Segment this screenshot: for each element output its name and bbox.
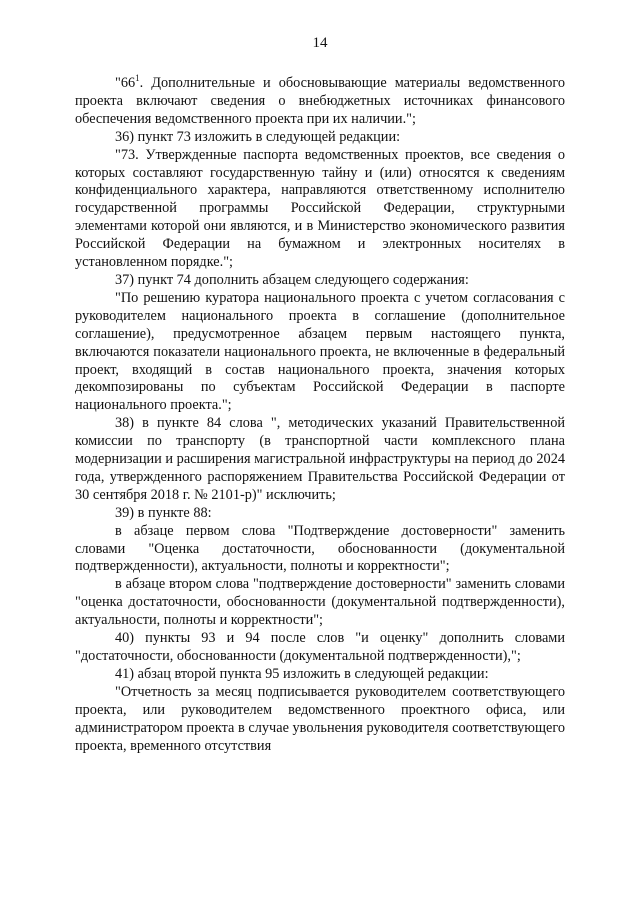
paragraph-item-37: 37) пункт 74 дополнить абзацем следующего содержания: [115, 271, 469, 288]
paragraph-88-second: в абзаце втором слова "подтверждение достоверности" заменить словами "оценка достаточности, обоснованности (документальной подтвержденности), актуальности, полноты и корректности"; [75, 576, 565, 629]
paragraph-item-39: 39) в пункте 88: [115, 504, 212, 521]
paragraph-item-36: 36) пункт 73 изложить в следующей редакции: [115, 128, 401, 145]
superscript: 1 [135, 73, 140, 84]
paragraph-item-38: 38) в пункте 84 слова ", методических указаний Правительственной комиссии по транспорту (в транспортной части комплексного плана модернизации и расширения магистральной инфраструктуры на период до 2024 года, утвержденного распоряжением Правительства Российской Федерации от 30 сентября 2018 г. № 2101-р)" исключить; [75, 415, 565, 503]
paragraph-66-1 [75, 75, 565, 129]
paragraph-item-41: 41) абзац второй пункта 95 изложить в следующей редакции: [115, 665, 489, 682]
paragraph-quote-95: "Отчетность за месяц подписывается руководителем соответствующего проекта, или руководителем ведомственного проектного офиса, или администратором проекта в случае увольнения руководителя соответствующего проекта, временного отсутствия [75, 683, 565, 754]
paragraph-quote-74: "По решению куратора национального проекта с учетом согласования с руководителем национального проекта в соглашение (дополнительное соглашение), предусмотренное абзацем первым настоящего пункта, включаются показатели национального проекта, не включенные в федеральный проект, входящий в состав национального проекта, значения которых декомпозированы по субъектам Российской Федерации в паспорте национального проекта."; [75, 289, 565, 414]
paragraph-item-73: "73. Утвержденные паспорта ведомственных проектов, все сведения о которых составляют государственную тайну и (или) относятся к сведениям конфиденциального характера, направляются ответственному исполнителю государственной программы Российской Федерации, структурными элементами которой они являются, и в Министерство экономического развития Российской Федерации на бумажном и электронных носителях в установленном порядке."; [75, 146, 565, 271]
page-number: 14 [312, 35, 328, 51]
paragraph-text: "66 [115, 75, 136, 91]
paragraph-88-first: в абзаце первом слова "Подтверждение достоверности" заменить словами "Оценка достаточности, обоснованности (документальной подтвержденности), актуальности, полноты и корректности"; [75, 522, 565, 575]
paragraph-text: . Дополнительные и обосновывающие материалы ведомственного проекта включают сведения о внебюджетных источниках финансового обеспечения ведомственного проекта при их наличии."; [75, 75, 565, 127]
paragraph-item-40: 40) пункты 93 и 94 после слов "и оценку" дополнить словами "достаточности, обоснованности (документальной подтвержденности),"; [75, 630, 565, 664]
document-body [75, 75, 565, 755]
